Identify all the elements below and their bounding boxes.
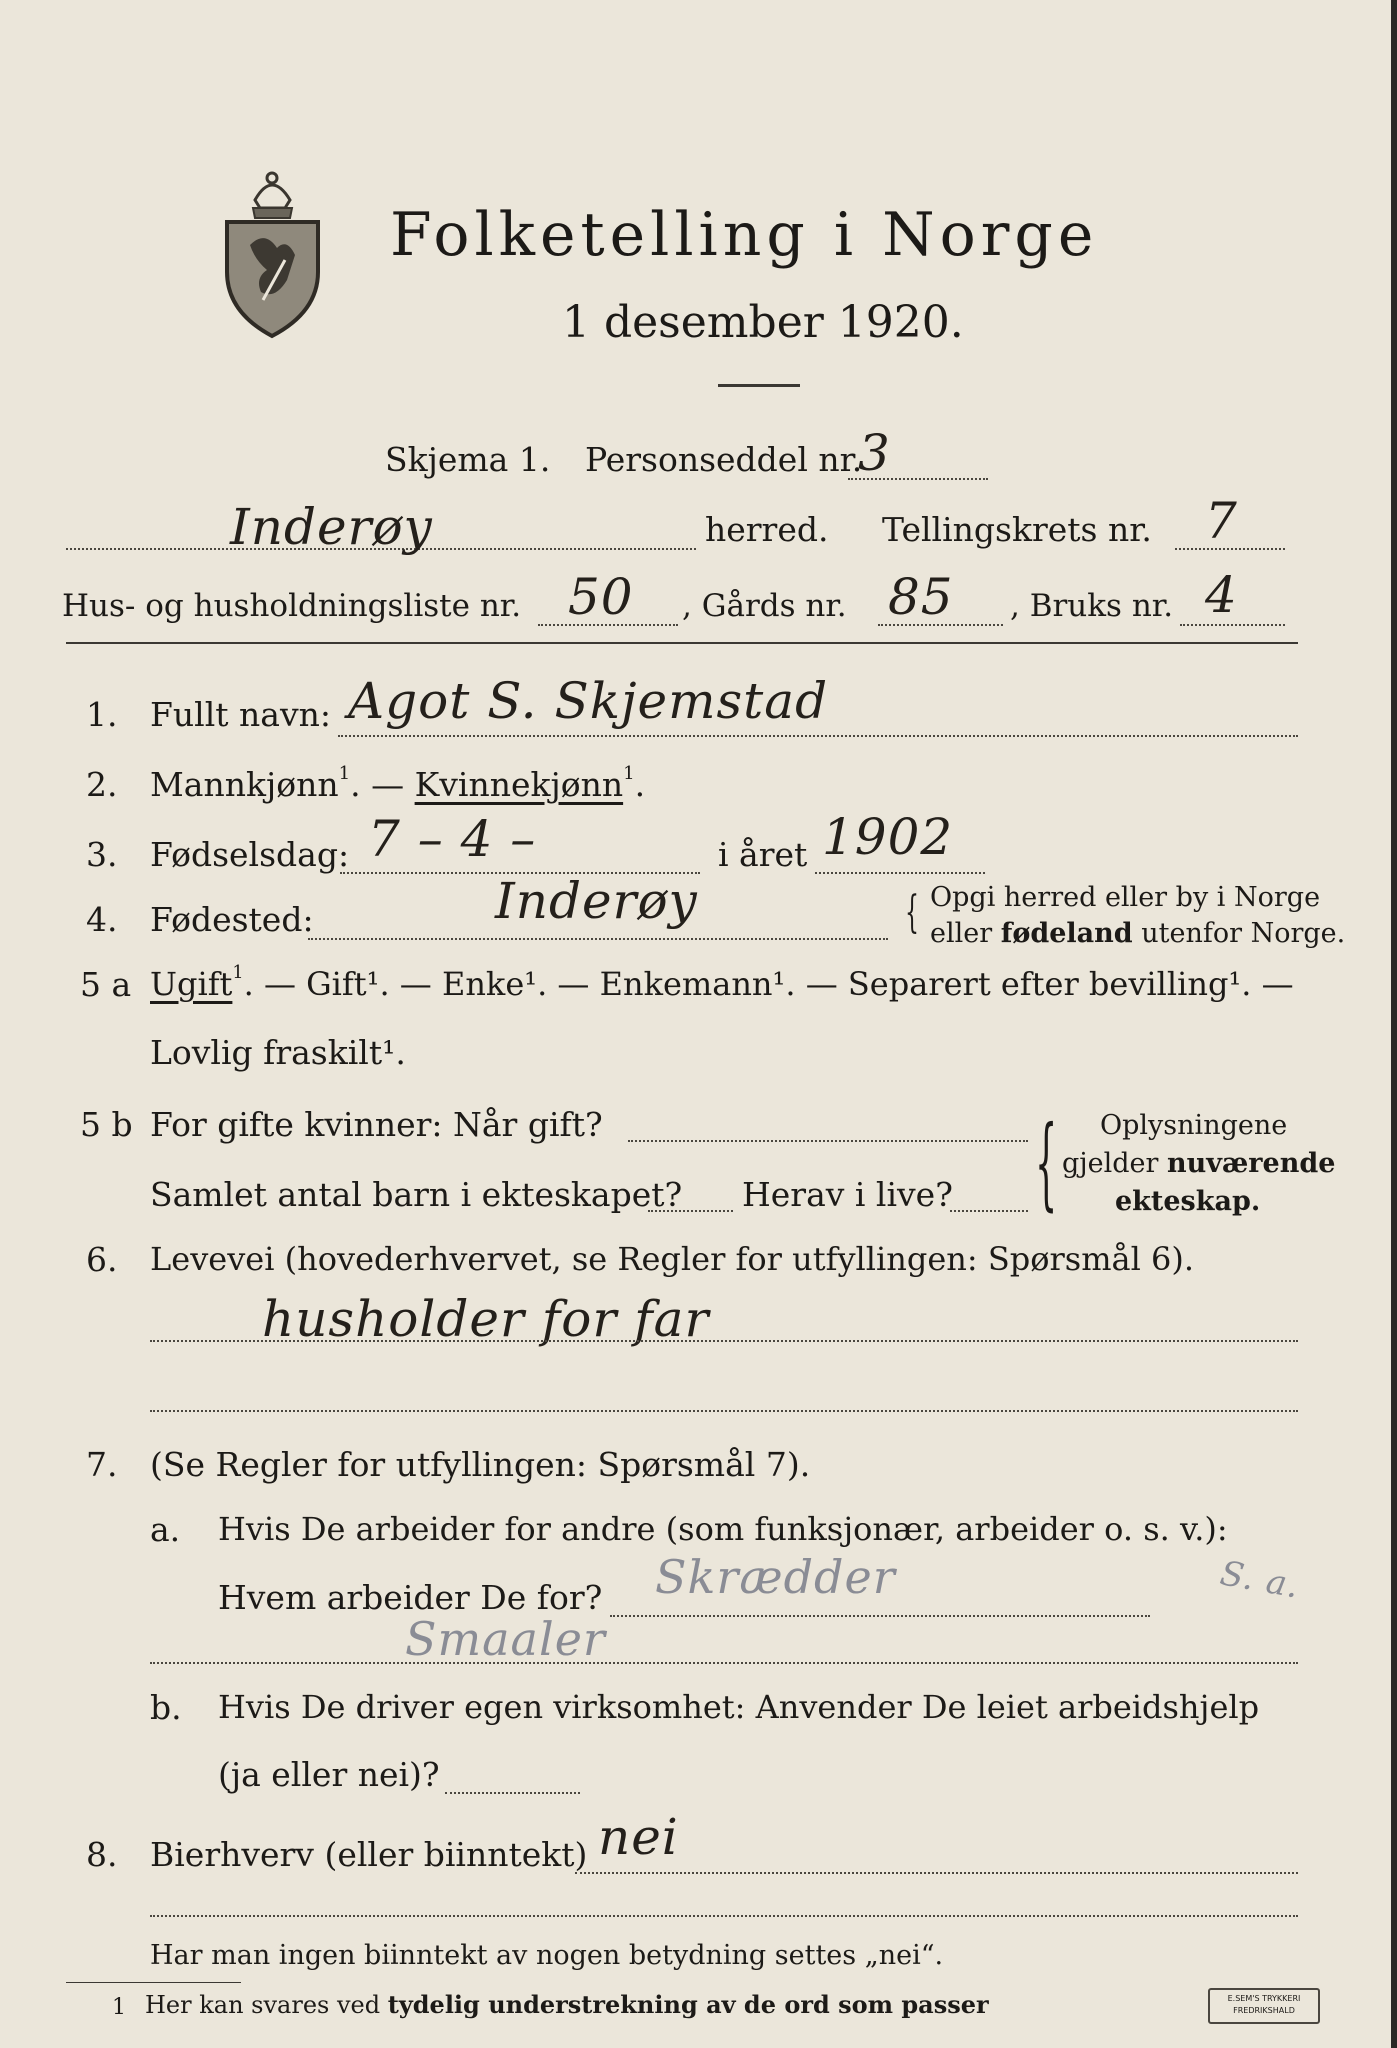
- q5b-live-dots: [950, 1210, 1028, 1212]
- q3-label: Fødselsdag:: [150, 835, 350, 874]
- q5a-rest: . — Gift¹. — Enke¹. — Enkemann¹. — Separert efter bevilling¹. —: [243, 965, 1294, 1003]
- tellingskrets-label: Tellingskrets nr.: [882, 510, 1152, 549]
- q1-dots: [338, 735, 1298, 737]
- q7a-label: Hvis De arbeider for andre (som funksjonær, arbeider o. s. v.):: [218, 1510, 1228, 1548]
- q7b-label: Hvis De driver egen virksomhet: Anvender De leiet arbeidshjelp: [218, 1688, 1260, 1726]
- q4-note-bold: fødeland: [1000, 918, 1133, 949]
- footnote-bold: tydelig understrekning av de ord som passer: [387, 1990, 989, 2019]
- coat-of-arms-icon: [215, 160, 330, 340]
- q8-dots: [575, 1872, 1298, 1874]
- q5b-label3: Herav i live?: [742, 1175, 953, 1214]
- q7a-line2: [150, 1662, 1298, 1664]
- q2-kvinne-dot: .: [634, 765, 646, 804]
- census-date: 1 desember 1920.: [562, 297, 964, 348]
- q2-kvinne: Kvinnekjønn: [414, 765, 624, 804]
- q4-dots: [308, 938, 888, 940]
- q3-year-dots: [815, 872, 985, 874]
- q5b-note-line1: Oplysningene: [1100, 1110, 1288, 1141]
- q1-number: 1.: [86, 695, 118, 734]
- q4-note-line1: Opgi herred eller by i Norge: [930, 882, 1321, 913]
- q5a-line2: Lovlig fraskilt¹.: [150, 1033, 406, 1072]
- q7a-value2: Smaaler: [405, 1612, 606, 1666]
- gards-label: , Gårds nr.: [682, 588, 847, 624]
- q2-mann: Mannkjønn: [150, 765, 339, 804]
- personseddel-value: 3: [858, 424, 891, 482]
- q2-mann-dot: .: [350, 765, 361, 804]
- footnote-number: 1: [112, 1995, 126, 2020]
- hus-value: 50: [568, 568, 634, 626]
- herred-value: Inderøy: [230, 498, 433, 556]
- printer-stamp: [1208, 1988, 1320, 2024]
- q4-label: Fødested:: [150, 900, 314, 939]
- q5a-ugift: Ugift: [150, 965, 233, 1003]
- tellingskrets-value: 7: [1205, 492, 1238, 550]
- q4-note-line2: [930, 918, 1345, 949]
- q6-line2: [150, 1410, 1298, 1412]
- q6-line1: [150, 1340, 1298, 1342]
- q5b-barn-dots: [648, 1210, 733, 1212]
- printer-name: E.SEM'S TRYKKERI: [1227, 1994, 1301, 2003]
- q2-number: 2.: [86, 765, 118, 804]
- q5b-label2: Samlet antal barn i ekteskapet?: [150, 1175, 683, 1214]
- bruks-dots: [1180, 624, 1285, 626]
- q5b-label1: For gifte kvinner: Når gift?: [150, 1105, 603, 1144]
- q7a-label2: Hvem arbeider De for?: [218, 1578, 603, 1617]
- q6-number: 6.: [86, 1240, 118, 1279]
- q7a-value: Skrædder: [655, 1550, 896, 1604]
- q7b-dots: [445, 1792, 580, 1794]
- q5a-ugift-sup: 1: [232, 963, 244, 983]
- q2-mann-sup: 1: [338, 763, 351, 784]
- q2-line: [150, 765, 645, 804]
- q5b-note-bold: nuværende: [1167, 1148, 1336, 1179]
- q7-label: (Se Regler for utfyllingen: Spørsmål 7).: [150, 1445, 811, 1484]
- q8-line2: [150, 1915, 1298, 1917]
- scan-edge: [1391, 0, 1397, 2048]
- footnote: [145, 1990, 989, 2019]
- q6-value: husholder for far: [262, 1290, 710, 1348]
- q3-year-label: i året: [718, 835, 808, 874]
- q5b-brace: {: [1035, 1104, 1058, 1221]
- q7-number: 7.: [86, 1445, 118, 1484]
- q5b-note-line3: ekteskap.: [1115, 1186, 1261, 1217]
- q4-note-post: utenfor Norge.: [1132, 918, 1346, 949]
- herred-label: herred.: [705, 510, 829, 549]
- q4-brace: {: [905, 887, 919, 938]
- skjema-label: Skjema 1.: [385, 440, 551, 479]
- q5a-line1: [150, 965, 1294, 1003]
- q3-number: 3.: [86, 835, 118, 874]
- q5b-gift-dots: [628, 1140, 1028, 1142]
- footnote-pre: Her kan svares ved: [145, 1991, 388, 2019]
- q1-value: Agot S. Skjemstad: [348, 672, 829, 730]
- q4-note-pre: eller: [930, 918, 1001, 949]
- bruks-label: , Bruks nr.: [1010, 588, 1174, 624]
- q7a-dots: [610, 1615, 1150, 1617]
- footer-note: Har man ingen biinntekt av nogen betydning settes „nei“.: [150, 1940, 944, 1971]
- section-divider: [66, 642, 1298, 644]
- q8-value: nei: [598, 1808, 679, 1866]
- printer-city: FREDRIKSHALD: [1233, 2006, 1295, 2015]
- q2-separator: —: [360, 765, 415, 804]
- footnote-divider: [66, 1982, 241, 1983]
- q8-number: 8.: [86, 1835, 118, 1874]
- q7a-number: a.: [150, 1510, 181, 1549]
- hus-label: Hus- og husholdningsliste nr.: [62, 588, 522, 624]
- q4-number: 4.: [86, 900, 118, 939]
- q8-label: Bierhverv (eller biinntekt): [150, 1835, 588, 1874]
- q1-label: Fullt navn:: [150, 695, 331, 734]
- title-divider: [718, 384, 800, 387]
- gards-value: 85: [888, 568, 954, 626]
- q2-kvinne-sup: 1: [623, 763, 635, 784]
- q5b-note-pre: gjelder: [1062, 1148, 1168, 1179]
- q7b-number: b.: [150, 1688, 182, 1727]
- q4-value: Inderøy: [495, 872, 698, 930]
- bruks-value: 4: [1205, 566, 1238, 624]
- q7b-label2: (ja eller nei)?: [218, 1755, 440, 1794]
- personseddel-label: Personseddel nr.: [585, 440, 863, 479]
- q6-label: Levevei (hovederhvervet, se Regler for utfyllingen: Spørsmål 6).: [150, 1240, 1195, 1278]
- q5a-number: 5 a: [80, 965, 132, 1004]
- q5b-number: 5 b: [80, 1105, 133, 1144]
- q5b-note-line2: [1062, 1148, 1335, 1179]
- q3-value: 7 – 4 –: [368, 810, 537, 868]
- q7a-note: S. a.: [1217, 1553, 1303, 1607]
- form-title: Folketelling i Norge: [390, 200, 1099, 270]
- q3-year-value: 1902: [822, 808, 954, 866]
